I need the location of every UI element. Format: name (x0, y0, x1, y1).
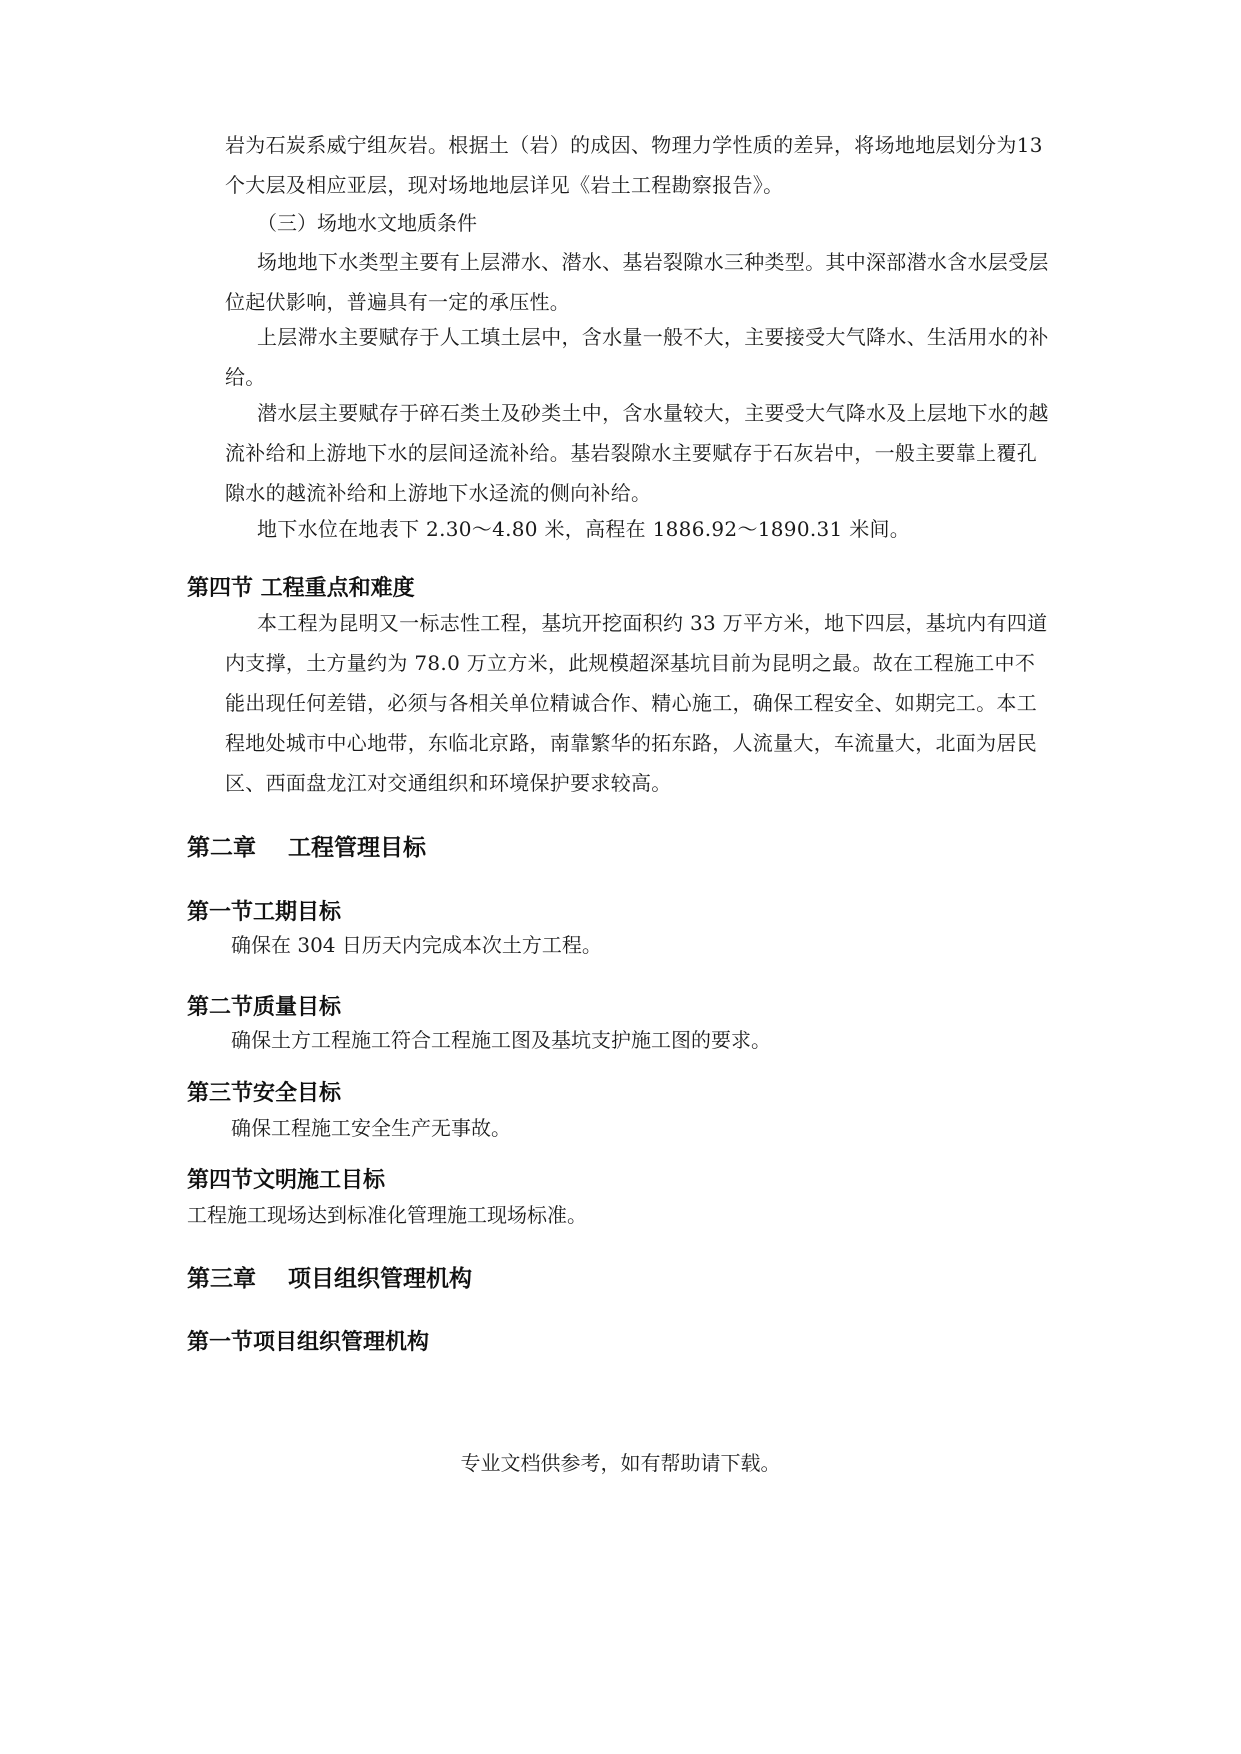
section-title-key-difficulties: 第四节 工程重点和难度 (187, 576, 415, 601)
section-title-project-organization: 第一节项目组织管理机构 (187, 1330, 430, 1355)
paragraph-phreatic-water: 潜水层主要赋存于碎石类土及砂类土中，含水量较大，主要受大气降水及上层地下水的越流补给和上游地下水的层间迳流补给。基岩裂隙水主要赋存于石灰岩中，一般主要靠上覆孔隙水的越流补给和上游地下水迳流的侧向补给。 (225, 401, 1049, 505)
section-title-schedule-goal: 第一节工期目标 (187, 900, 342, 925)
paragraph-key-difficulties: 本工程为昆明又一标志性工程，基坑开挖面积约 33 万平方米，地下四层，基坑内有四道内支撑，土方量约为 78.0 万立方米，此规模超深基坑目前为昆明之最。故在工程施工中不能出现任何差错，必须与各相关单位精诚合作、精心施工，确保工程安全、如期完工。本工程地处城市中心地带，东临北京路，南靠繁华的拓东路，人流量大，车流量大，北面为居民区、西面盘龙江对交通组织和环境保护要求较高。 (225, 611, 1048, 795)
paragraph-water-level: 地下水位在地表下 2.30～4.80 米，高程在 1886.92～1890.31 米间。 (257, 517, 911, 541)
paragraph-groundwater-types: 场地地下水类型主要有上层滞水、潜水、基岩裂隙水三种类型。其中深部潜水含水层受层位起伏影响，普遍具有一定的承压性。 (225, 250, 1049, 314)
subheading-hydrogeology: （三）场地水文地质条件 (257, 211, 477, 235)
safety-goal-text: 确保工程施工安全生产无事故。 (231, 1116, 511, 1140)
schedule-goal-text: 确保在 304 日历天内完成本次土方工程。 (231, 933, 602, 957)
quality-goal-text: 确保土方工程施工符合工程施工图及基坑支护施工图的要求。 (231, 1028, 771, 1052)
section-title-quality-goal: 第二节质量目标 (187, 995, 342, 1020)
paragraph-strata: 岩为石炭系威宁组灰岩。根据土（岩）的成因、物理力学性质的差异，将场地地层划分为13 个大层及相应亚层，现对场地地层详见《岩土工程勘察报告》。 (225, 133, 1043, 197)
section-title-civilized-construction-goal: 第四节文明施工目标 (187, 1168, 386, 1193)
section-title-safety-goal: 第三节安全目标 (187, 1081, 342, 1106)
paragraph-perched-water: 上层滞水主要赋存于人工填土层中，含水量一般不大，主要接受大气降水、生活用水的补给。 (225, 325, 1049, 389)
civilized-construction-goal-text: 工程施工现场达到标准化管理施工现场标准。 (187, 1203, 587, 1227)
chapter-title-project-organization: 第三章 项目组织管理机构 (187, 1266, 473, 1292)
page-footer: 专业文档供参考，如有帮助请下载。 (460, 1451, 781, 1475)
chapter-title-management-goals: 第二章 工程管理目标 (187, 835, 427, 861)
